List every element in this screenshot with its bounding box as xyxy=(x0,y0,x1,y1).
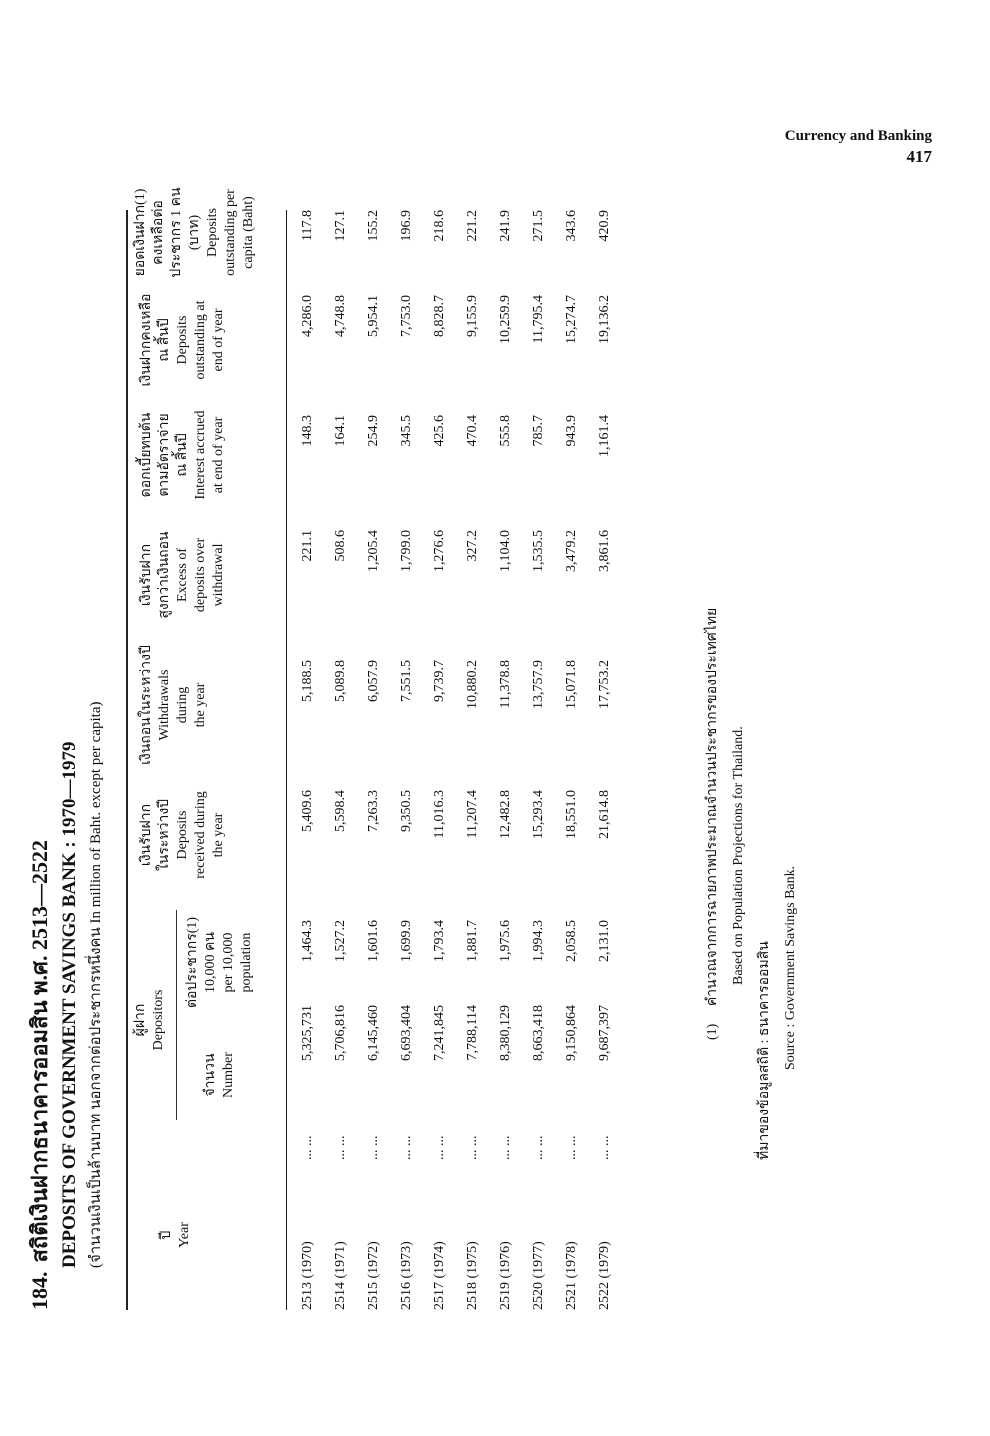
cell-deposits-received: 15,293.4 xyxy=(531,790,546,839)
cell-per-population: 2,058.5 xyxy=(564,920,579,962)
header-depositors: ผู้ฝาก Depositors xyxy=(133,989,166,1051)
cell-deposits-received: 11,207.4 xyxy=(465,790,480,839)
cell-leader-dots: ... ... xyxy=(366,1135,381,1160)
cell-year: 2517 (1974) xyxy=(432,1241,447,1310)
cell-withdrawals: 7,551.5 xyxy=(399,660,414,702)
cell-leader-dots: ... ... xyxy=(399,1135,414,1160)
cell-per-capita: 420.9 xyxy=(597,210,612,242)
footnotes-sheet xyxy=(700,170,900,1350)
cell-per-capita: 221.2 xyxy=(465,210,480,242)
cell-deposits-received: 5,409.6 xyxy=(300,790,315,832)
source-thai: ที่มาของข้อมูลสถิติ : ธนาคารออมสิน xyxy=(757,941,772,1160)
cell-excess: 1,799.0 xyxy=(399,530,414,572)
header-year: ปี Year xyxy=(159,1222,192,1248)
table-row xyxy=(459,210,491,1310)
table-unit-note: (จำนวนเงินเป็นล้านบาท นอกจากต่อประชากรหนึ่งคน In million of Baht. except per capita) xyxy=(88,701,104,1268)
page-number: 417 xyxy=(906,147,932,166)
cell-excess: 1,104.0 xyxy=(498,530,513,572)
cell-deposits-received: 7,263.3 xyxy=(366,790,381,832)
cell-per-population: 1,881.7 xyxy=(465,920,480,962)
table-row xyxy=(393,210,425,1310)
cell-year: 2513 (1970) xyxy=(300,1241,315,1310)
table-title-block xyxy=(22,210,107,1310)
cell-deposits-outstanding: 5,954.1 xyxy=(366,295,381,337)
cell-interest-accrued: 943.9 xyxy=(564,415,579,447)
cell-per-population: 1,975.6 xyxy=(498,920,513,962)
header-deposits-outstanding: เงินฝากคงเหลือ ณ สิ้นปี Deposits outstanding at end of year xyxy=(139,293,226,387)
section-title: Currency and Banking xyxy=(784,128,932,144)
table-title-thai: สถิติเงินฝากธนาคารออมสิน พ.ศ. 2513—2522 xyxy=(27,840,52,1263)
cell-per-capita: 343.6 xyxy=(564,210,579,242)
cell-deposits-received: 5,598.4 xyxy=(333,790,348,832)
cell-excess: 508.6 xyxy=(333,530,348,562)
cell-per-capita: 117.8 xyxy=(300,210,315,241)
cell-excess: 1,276.6 xyxy=(432,530,447,572)
cell-year: 2521 (1978) xyxy=(564,1241,579,1310)
table-row xyxy=(492,210,524,1310)
cell-leader-dots: ... ... xyxy=(465,1135,480,1160)
page-header xyxy=(785,128,932,167)
cell-depositors-number: 9,150,864 xyxy=(564,1005,579,1061)
cell-per-capita: 155.2 xyxy=(366,210,381,242)
cell-per-capita: 271.5 xyxy=(531,210,546,242)
cell-withdrawals: 5,188.5 xyxy=(300,660,315,702)
table-row xyxy=(360,210,392,1310)
cell-year: 2520 (1977) xyxy=(531,1241,546,1310)
cell-per-population: 2,131.0 xyxy=(597,920,612,962)
cell-per-capita: 241.9 xyxy=(498,210,513,242)
cell-per-capita: 127.1 xyxy=(333,210,348,242)
cell-depositors-number: 8,663,418 xyxy=(531,1005,546,1061)
header-withdrawals: เงินถอนในระหว่างปี Withdrawals during the year xyxy=(139,645,208,765)
depositors-span-rule xyxy=(176,910,177,1120)
cell-year: 2522 (1979) xyxy=(597,1241,612,1310)
cell-deposits-outstanding: 19,136.2 xyxy=(597,295,612,344)
cell-excess: 221.1 xyxy=(300,530,315,562)
cell-leader-dots: ... ... xyxy=(498,1135,513,1160)
cell-year: 2514 (1971) xyxy=(333,1241,348,1310)
cell-leader-dots: ... ... xyxy=(432,1135,447,1160)
cell-leader-dots: ... ... xyxy=(333,1135,348,1160)
header-deposits-received: เงินรับฝาก ในระหว่างปี Deposits received during the year xyxy=(139,791,226,879)
cell-interest-accrued: 555.8 xyxy=(498,415,513,447)
cell-leader-dots: ... ... xyxy=(564,1135,579,1160)
cell-interest-accrued: 1,161.4 xyxy=(597,415,612,457)
table-number: 184. xyxy=(27,1271,52,1310)
header-number: จำนวน Number xyxy=(203,1052,236,1098)
cell-withdrawals: 6,057.9 xyxy=(366,660,381,702)
cell-interest-accrued: 254.9 xyxy=(366,415,381,447)
cell-excess: 327.2 xyxy=(465,530,480,562)
cell-deposits-received: 21,614.8 xyxy=(597,790,612,839)
cell-deposits-outstanding: 10,259.9 xyxy=(498,295,513,344)
header-per-capita: ยอดเงินฝาก(1) คงเหลือต่อ ประชากร 1 คน (บาท) Deposits outstanding per capita (Baht) xyxy=(133,187,256,278)
cell-year: 2518 (1975) xyxy=(465,1241,480,1310)
cell-deposits-outstanding: 4,748.8 xyxy=(333,295,348,337)
table-top-rule xyxy=(126,210,128,1310)
cell-interest-accrued: 785.7 xyxy=(531,415,546,447)
cell-withdrawals: 11,378.8 xyxy=(498,660,513,709)
header-excess: เงินรับฝาก สูงกว่าเงินถอน Excess of deposits over withdrawal xyxy=(139,531,226,619)
cell-interest-accrued: 148.3 xyxy=(300,415,315,447)
table-row xyxy=(426,210,458,1310)
cell-withdrawals: 5,089.8 xyxy=(333,660,348,702)
cell-deposits-outstanding: 4,286.0 xyxy=(300,295,315,337)
cell-per-population: 1,464.3 xyxy=(300,920,315,962)
cell-depositors-number: 5,706,816 xyxy=(333,1005,348,1061)
cell-deposits-received: 18,551.0 xyxy=(564,790,579,839)
table-row xyxy=(327,210,359,1310)
cell-depositors-number: 8,380,129 xyxy=(498,1005,513,1061)
footnote-marker: (1) xyxy=(705,1023,720,1040)
cell-withdrawals: 9,739.7 xyxy=(432,660,447,702)
cell-leader-dots: ... ... xyxy=(300,1135,315,1160)
cell-per-population: 1,994.3 xyxy=(531,920,546,962)
cell-depositors-number: 9,687,397 xyxy=(597,1005,612,1061)
cell-deposits-received: 12,482.8 xyxy=(498,790,513,839)
header-per-population: ต่อประชากร(1) 10,000 คน per 10,000 population xyxy=(185,916,254,1009)
table-title-english: DEPOSITS OF GOVERNMENT SAVINGS BANK : 1970—1979 xyxy=(59,741,80,1268)
table-row xyxy=(591,210,623,1310)
cell-excess: 3,479.2 xyxy=(564,530,579,572)
cell-excess: 1,535.5 xyxy=(531,530,546,572)
cell-per-population: 1,527.2 xyxy=(333,920,348,962)
cell-excess: 1,205.4 xyxy=(366,530,381,572)
cell-leader-dots: ... ... xyxy=(531,1135,546,1160)
cell-depositors-number: 7,241,845 xyxy=(432,1005,447,1061)
cell-deposits-outstanding: 15,274.7 xyxy=(564,295,579,344)
header-bottom-rule xyxy=(286,210,287,1310)
header-interest-accrued: ดอกเบี้ยทบต้น ตามอัตราจ่าย ณ สิ้นปี Interest accrued at end of year xyxy=(139,410,226,500)
cell-deposits-outstanding: 11,795.4 xyxy=(531,295,546,344)
cell-depositors-number: 6,145,460 xyxy=(366,1005,381,1061)
cell-per-population: 1,793.4 xyxy=(432,920,447,962)
cell-withdrawals: 17,753.2 xyxy=(597,660,612,709)
cell-depositors-number: 7,788,114 xyxy=(465,1005,480,1061)
footnote-thai: คำนวณจากการฉายภาพประมาณจำนวนประชากรของประเทศไทย xyxy=(705,607,720,1007)
cell-interest-accrued: 164.1 xyxy=(333,415,348,447)
footnote-english: Based on Population Projections for Thailand. xyxy=(731,726,746,985)
cell-depositors-number: 6,693,404 xyxy=(399,1005,414,1061)
cell-interest-accrued: 345.5 xyxy=(399,415,414,447)
cell-deposits-received: 9,350.5 xyxy=(399,790,414,832)
cell-withdrawals: 10,880.2 xyxy=(465,660,480,709)
table-row xyxy=(558,210,590,1310)
cell-per-capita: 218.6 xyxy=(432,210,447,242)
cell-withdrawals: 15,071.8 xyxy=(564,660,579,709)
cell-deposits-received: 11,016.3 xyxy=(432,790,447,839)
rotated-table-sheet xyxy=(8,170,728,1350)
cell-year: 2515 (1972) xyxy=(366,1241,381,1310)
cell-interest-accrued: 470.4 xyxy=(465,415,480,447)
table-row xyxy=(525,210,557,1310)
footnotes xyxy=(700,210,804,1310)
cell-excess: 3,861.6 xyxy=(597,530,612,572)
cell-year: 2516 (1973) xyxy=(399,1241,414,1310)
cell-interest-accrued: 425.6 xyxy=(432,415,447,447)
source-english: Source : Government Savings Bank. xyxy=(783,865,798,1070)
cell-per-population: 1,699.9 xyxy=(399,920,414,962)
cell-per-population: 1,601.6 xyxy=(366,920,381,962)
cell-deposits-outstanding: 9,155.9 xyxy=(465,295,480,337)
cell-deposits-outstanding: 8,828.7 xyxy=(432,295,447,337)
table-row xyxy=(294,210,326,1310)
cell-deposits-outstanding: 7,753.0 xyxy=(399,295,414,337)
cell-per-capita: 196.9 xyxy=(399,210,414,242)
cell-year: 2519 (1976) xyxy=(498,1241,513,1310)
cell-leader-dots: ... ... xyxy=(597,1135,612,1160)
cell-depositors-number: 5,325,731 xyxy=(300,1005,315,1061)
cell-withdrawals: 13,757.9 xyxy=(531,660,546,709)
